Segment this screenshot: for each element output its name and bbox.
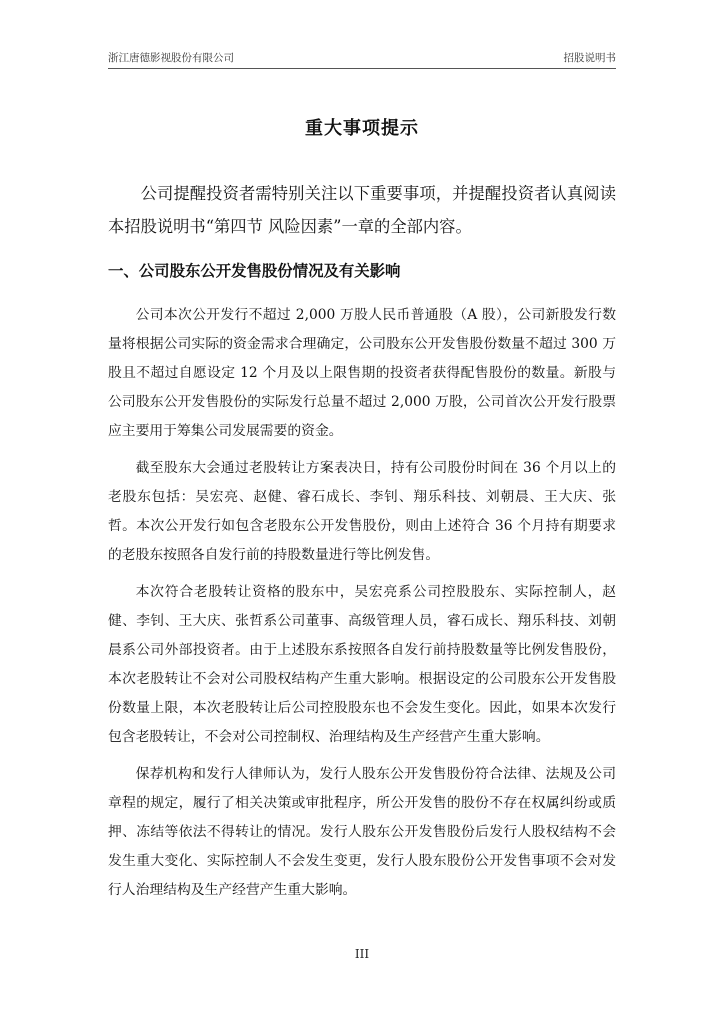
page-title: 重大事项提示 bbox=[305, 118, 419, 139]
header-divider bbox=[108, 68, 616, 69]
body-paragraph: 截至股东大会通过老股转让方案表决日，持有公司股份时间在 36 个月以上的老股东包括：吴宏亮、赵健、睿石成长、李钊、翔乐科技、刘朝晨、王大庆、张哲。本次公开发行如包含老股东公开发售股份，则由上述符合 36 个月持有期要求的老股东按照各自发行前的持股数量进行等比例发售。 bbox=[108, 460, 616, 563]
body-paragraph: 本次符合老股转让资格的股东中，吴宏亮系公司控股股东、实际控制人，赵健、李钊、王大庆、张哲系公司董事、高级管理人员，睿石成长、翔乐科技、刘朝晨系公司外部投资者。由于上述股东系按照各自发行前持股数量等比例发售股份，本次老股转让不会对公司股权结构产生重大影响。根据设定的公司股东公开发售股份数量上限，本次老股转让后公司控股股东也不会发生变化。因此，如果本次发行包含老股转让，不会对公司控制权、治理结构及生产经营产生重大影响。 bbox=[108, 584, 616, 745]
page-header bbox=[108, 50, 616, 68]
header-company-name: 浙江唐德影视股份有限公司 bbox=[108, 52, 234, 64]
body-paragraph: 公司本次公开发行不超过 2,000 万股人民币普通股（A 股），公司新股发行数量将根据公司实际的资金需求合理确定，公司股东公开发售股份数量不超过 300 万股且不超过自愿设定 12 个月及以上限售期的投资者获得配售股份的数量。新股与公司股东公开发售股份的实际发行总量不超过 2,000 万股，公司首次公开发行股票应主要用于筹集公司发展需要的资金。 bbox=[108, 307, 616, 439]
header-document-type: 招股说明书 bbox=[563, 52, 616, 64]
page-body bbox=[108, 177, 616, 905]
page-number: III bbox=[354, 947, 370, 961]
intro-paragraph: 公司提醒投资者需特别关注以下重要事项，并提醒投资者认真阅读本招股说明书“第四节 风险因素”一章的全部内容。 bbox=[108, 184, 616, 236]
body-paragraph: 保荐机构和发行人律师认为，发行人股东公开发售股份符合法律、法规及公司章程的规定，履行了相关决策或审批程序，所公开发售的股份不存在权属纠纷或质押、冻结等依法不得转让的情况。发行人股东公开发售股份后发行人股权结构不会发生重大变化、实际控制人不会发生变更，发行人股东股份公开发售事项不会对发行人治理结构及生产经营产生重大影响。 bbox=[108, 766, 616, 898]
section-heading: 一、公司股东公开发售股份情况及有关影响 bbox=[108, 262, 401, 280]
